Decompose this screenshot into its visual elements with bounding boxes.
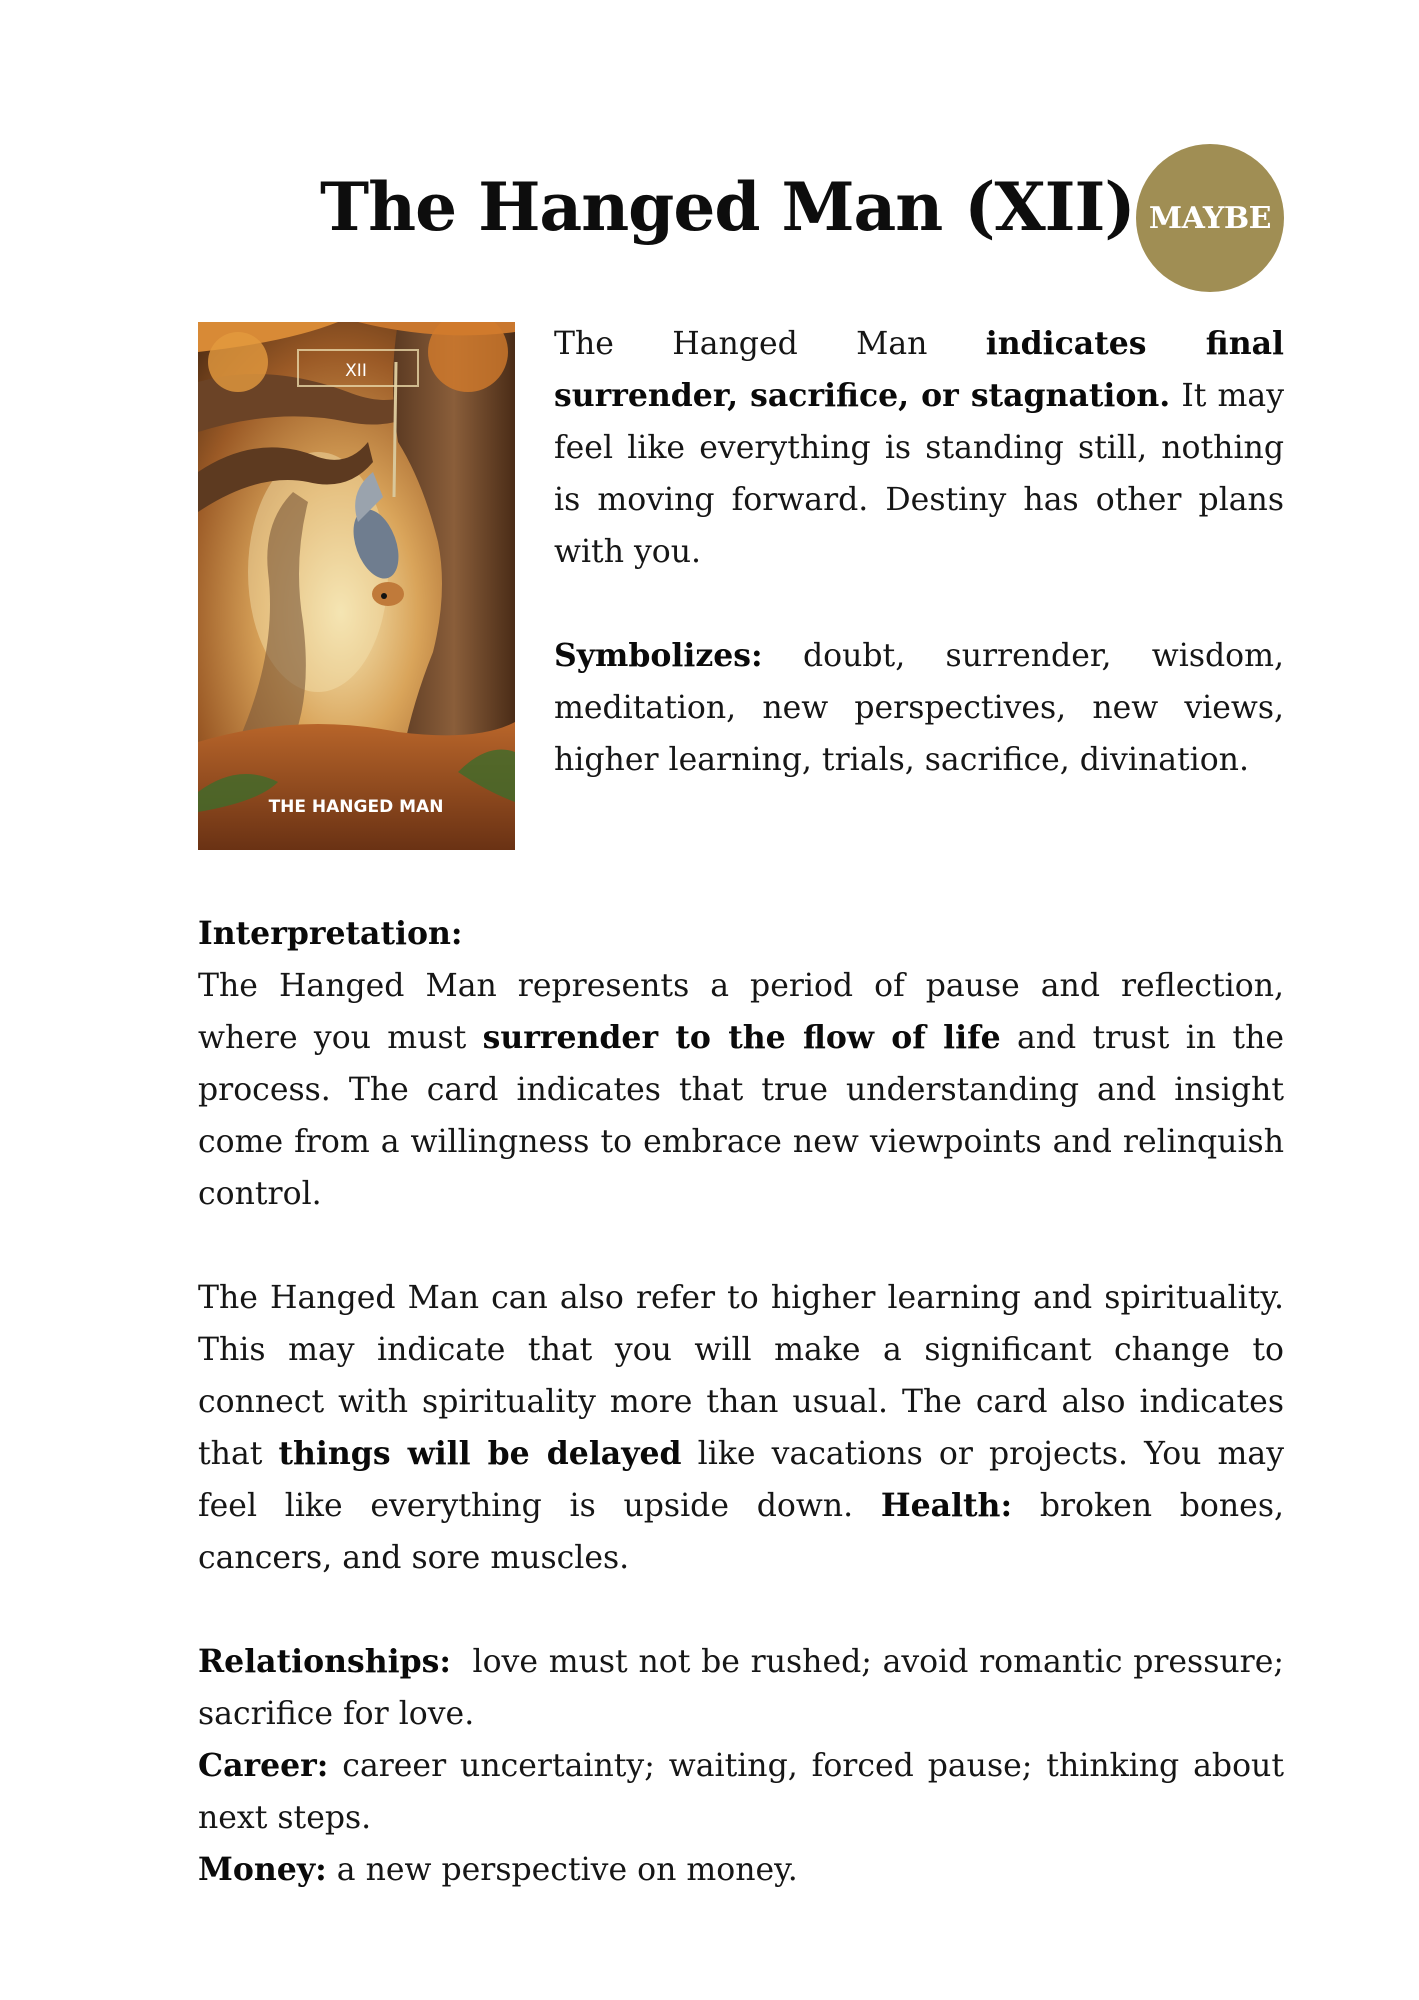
intro-emphasis: indicates final surrender, sacrifice, or stagnation. bbox=[554, 325, 1284, 414]
money-text: a new perspective on money. bbox=[326, 1852, 798, 1888]
health-label: Health: bbox=[880, 1487, 1013, 1524]
higher-learning-paragraph bbox=[198, 1272, 1284, 1584]
interpretation-heading-text: Interpretation: bbox=[198, 915, 463, 952]
higher-learning-text: The Hanged Man can also refer to higher learning and spirituality. This may indicate that you will make a significant change to connect with spirituality more than usual. The card also indicates that bbox=[198, 1280, 1284, 1472]
career-text: career uncertainty; waiting, forced pause; thinking about next steps. bbox=[198, 1748, 1284, 1836]
card-caption: THE HANGED MAN bbox=[268, 797, 444, 817]
interpretation-text: The Hanged Man represents a period of pause and reflection, where you must bbox=[198, 968, 1284, 1056]
health-text: broken bones, cancers, and sore muscles. bbox=[198, 1488, 1284, 1576]
tarot-card-image bbox=[198, 322, 515, 850]
symbolizes-paragraph bbox=[554, 630, 1284, 786]
career-paragraph bbox=[198, 1740, 1284, 1844]
interpretation-emphasis: surrender to the flow of life bbox=[482, 1019, 1001, 1056]
intro-text: The Hanged Man bbox=[554, 326, 986, 362]
money-label: Money: bbox=[198, 1851, 327, 1888]
symbolizes-label: Symbolizes: bbox=[554, 637, 763, 674]
career-label: Career: bbox=[198, 1747, 329, 1784]
intro-text-continued: It may feel like everything is standing still, nothing is moving forward. Destiny has other plans with you. bbox=[554, 378, 1284, 570]
page-title: The Hanged Man (XII) bbox=[320, 168, 1135, 246]
relationships-paragraph bbox=[198, 1636, 1295, 1740]
relationships-text: love must not be rushed; avoid romantic pressure; sacrifice for love. bbox=[198, 1644, 1295, 1732]
higher-learning-text-continued: like vacations or projects. You may feel like everything is upside down. bbox=[198, 1436, 1284, 1524]
interpretation-heading bbox=[198, 908, 1284, 960]
symbolizes-text: doubt, surrender, wisdom, meditation, new perspectives, new views, higher learning, trials, sacrifice, divination. bbox=[554, 638, 1284, 778]
relationships-label: Relationships: bbox=[198, 1643, 452, 1680]
card-numeral: XII bbox=[345, 361, 367, 381]
intro-paragraph bbox=[554, 318, 1284, 578]
maybe-badge: MAYBE bbox=[1136, 144, 1284, 292]
interpretation-text-continued: and trust in the process. The card indicates that true understanding and insight come from a willingness to embrace new viewpoints and relinquish control. bbox=[198, 1020, 1284, 1212]
delayed-emphasis: things will be delayed bbox=[278, 1435, 682, 1472]
interpretation-paragraph bbox=[198, 960, 1284, 1220]
money-paragraph bbox=[198, 1844, 1284, 1896]
